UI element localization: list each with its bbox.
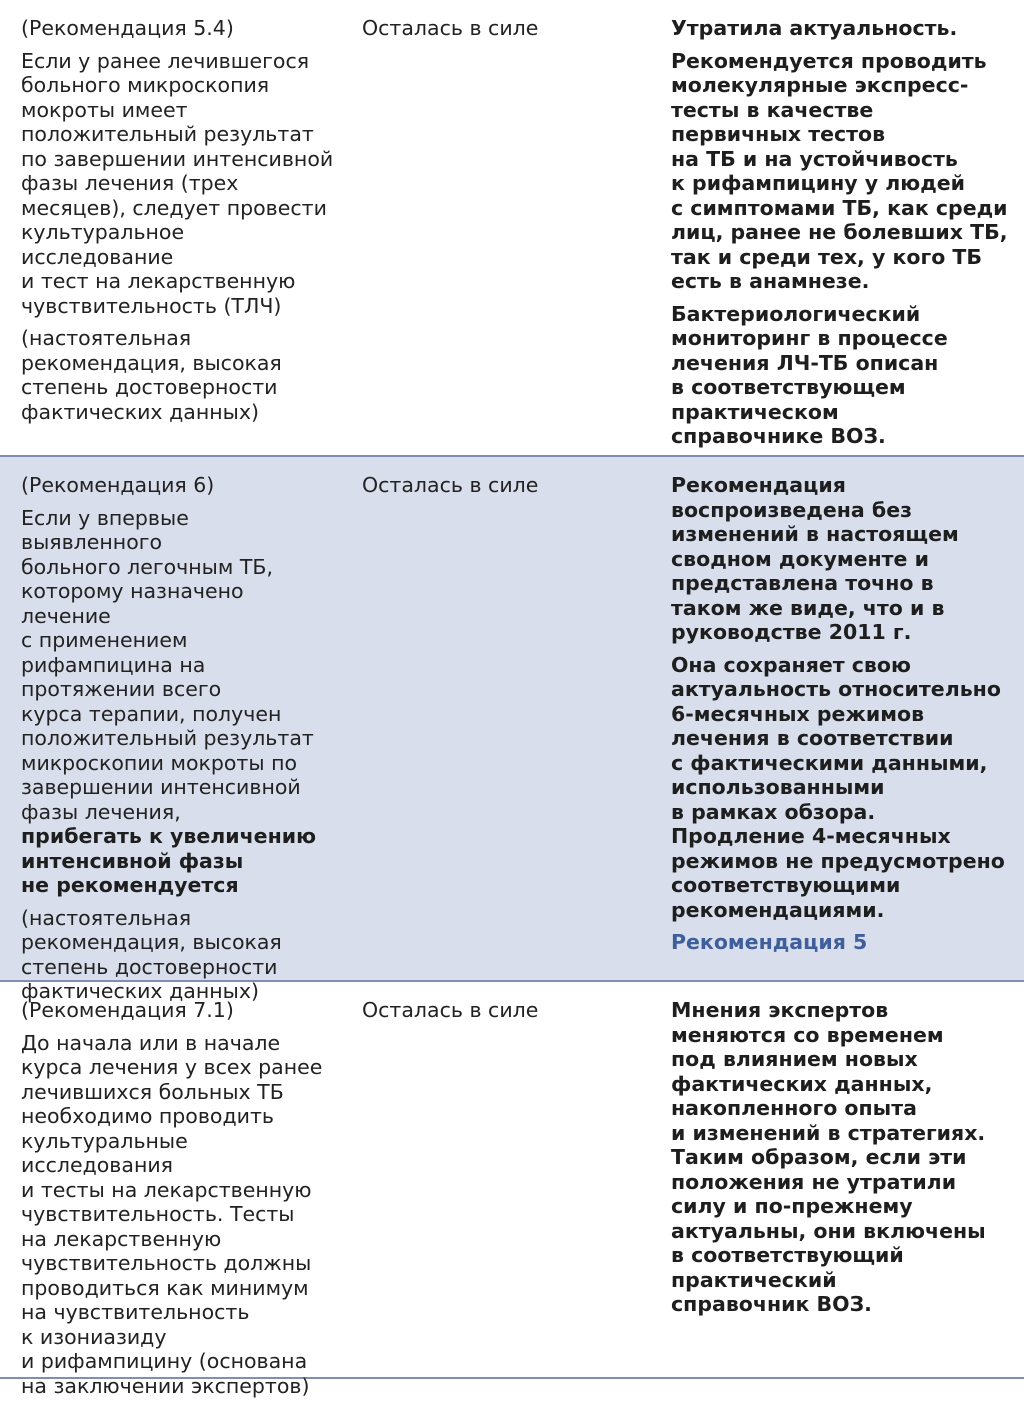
status-text: Осталась в силе: [362, 473, 539, 497]
recommendation-ref: (Рекомендация 7.1): [21, 998, 234, 1022]
recommendation-text: Если у впервые выявленного больного легочным ТБ, которому назначено лечение с применением рифампицина на протяжении всего курса терапии, получен положительный результат микроскопии мокроты по завершении интенсивной фазы лечения,: [21, 505, 314, 824]
status-text: Осталась в силе: [362, 16, 539, 40]
comment-paragraph: Утратила актуальность.: [671, 16, 958, 40]
recommendation-text: До начала или в начале курса лечения у всех ранее лечившихся больных ТБ необходимо проводить культуральные исследования и тесты на лекарственную чувствительность. Тесты на лекарственную чувствительность должны проводиться как минимум на чувствительность к изониазиду и рифампицину (основана на заключении экспертов): [21, 1030, 323, 1398]
comment-paragraph: Бактериологический мониторинг в процессе лечения ЛЧ-ТБ описан в соответствующем практическом справочнике ВОЗ.: [671, 301, 948, 448]
comment-cell: [671, 998, 1016, 1325]
table-row: [0, 0, 1024, 457]
recommendation-ref: (Рекомендация 5.4): [21, 16, 234, 40]
comment-paragraph: Рекомендация воспроизведена без изменений в настоящем сводном документе и представлена точно в таком же виде, что и в руководстве 2011 г.: [671, 473, 959, 644]
table-row: [0, 457, 1024, 1003]
status-cell: [362, 16, 652, 49]
recommendation-cell: [21, 16, 336, 432]
table-row: [0, 982, 1024, 1398]
comment-paragraph: Она сохраняет свою актуальность относительно 6-месячных режимов лечения в соответствии с фактическими данными, использованными в рамках обзора. Продление 4-месячных режимов не предусмотрено соответствующими рекомендациями.: [671, 652, 1005, 922]
status-text: Осталась в силе: [362, 998, 539, 1022]
status-cell: [362, 473, 652, 506]
status-cell: [362, 998, 652, 1031]
recommendation-strength: (настоятельная рекомендация, высокая степень достоверности фактических данных): [21, 905, 282, 1003]
recommendation-cell: [21, 998, 336, 1406]
comment-paragraph: Рекомендуется проводить молекулярные экспресс- тесты в качестве первичных тестов на ТБ и на устойчивость к рифампицину у людей с симптомами ТБ, как среди лиц, ранее не болевших ТБ, так и среди тех, у кого ТБ есть в анамнезе.: [671, 48, 1008, 293]
recommendation-strength: (настоятельная рекомендация, высокая степень достоверности фактических данных): [21, 326, 282, 424]
comment-paragraph: Мнения экспертов меняются со временем под влиянием новых фактических данных, накопленного опыта и изменений в стратегиях. Таким образом, если эти положения не утратили силу и по-прежнему актуальны, они включены в соответствующий практический справочник ВОЗ.: [671, 998, 986, 1316]
recommendation-ref: (Рекомендация 6): [21, 473, 215, 497]
recommendation-cell: [21, 473, 336, 1012]
comment-cell: [671, 16, 1016, 457]
comment-cell: [671, 473, 1016, 963]
recommendation-text: Если у ранее лечившегося больного микроскопия мокроты имеет положительный результат по завершении интенсивной фазы лечения (трех месяцев), следует провести культуральное исследование и тест на лекарственную чувствительность (ТЛЧ): [21, 48, 334, 318]
recommendation-link[interactable]: Рекомендация 5: [671, 930, 868, 954]
recommendation-emphasis: прибегать к увеличению интенсивной фазы не рекомендуется: [21, 824, 317, 897]
